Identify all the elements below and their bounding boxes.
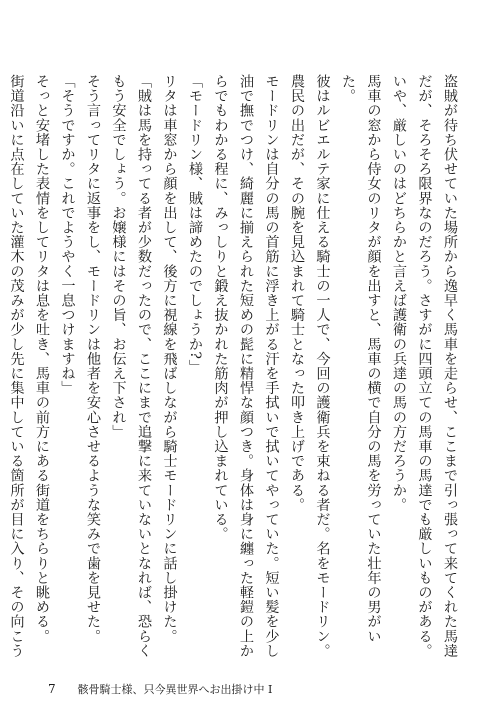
paragraph: リタは車窓から顔を出して、後方に視線を飛ばしながら騎士モードリンに話し掛けた。 [161,74,178,644]
page-number: 7 [48,682,56,696]
body-text [0,74,462,658]
dialogue-line: 「そうですか。これでようやく一息つけますね」 [59,74,76,396]
running-title: 骸骨騎士様、只今異世界へお出掛け中 I [77,683,273,696]
paragraph: 盗賊が待ち伏せていた場所から逸早く馬車を走らせ、ここまで引っ張って来てくれた馬達だが、そろそろ限界なのだろう。さすがに四頭立ての馬車の馬達でも厳しいものがある。いや、厳しいのはどちらかと言えば護衛の兵達の馬の方だろうか。 [391,74,458,658]
paragraph: モードリンは自分の馬の首筋に浮き上がる汗を手拭いで拭いてやっていた。短い髪を少し油で撫でつけ、綺麗に揃えられた短めの髭に精悍な顔つき。身体は身に纏った軽鎧の上からでもわかる程に、みっしりと鍛え抜かれた筋肉が押し込まれている。 [212,74,280,658]
dialogue-line: 「モードリン様、賊は諦めたのでしょうか?」 [187,74,203,375]
page-footer [48,681,272,697]
paragraph: そっと安堵した表情をしてリタは息を吐き、馬車の前方にある街道をちらりと眺める。 [34,74,50,644]
paragraph: 彼はルビエルテ家に仕える騎士の一人で、今回の護衛兵を束ねる者だ。名をモードリン。農民の出だが、その腕を見込まれて騎士となった叩き上げである。 [289,74,331,658]
paragraph: 街道沿いに点在していた灌木の茂みが少し先に集中している箇所が目に入り、その向こう [8,74,25,658]
dialogue-line: 「賊は馬を持ってる者が少数だったので、ここにまで追撃に来ていないとなれば、恐らくもう安全でしょう。お嬢様にはその旨、お伝え下され」 [110,74,152,658]
paragraph: そう言ってリタに返事をし、モードリンは他者を安心させるような笑みで歯を見せた。 [85,74,101,644]
paragraph: 馬車の窓から侍女のリタが顔を出すと、馬車の横で自分の馬を労っていた壮年の男がいた。 [340,74,382,644]
